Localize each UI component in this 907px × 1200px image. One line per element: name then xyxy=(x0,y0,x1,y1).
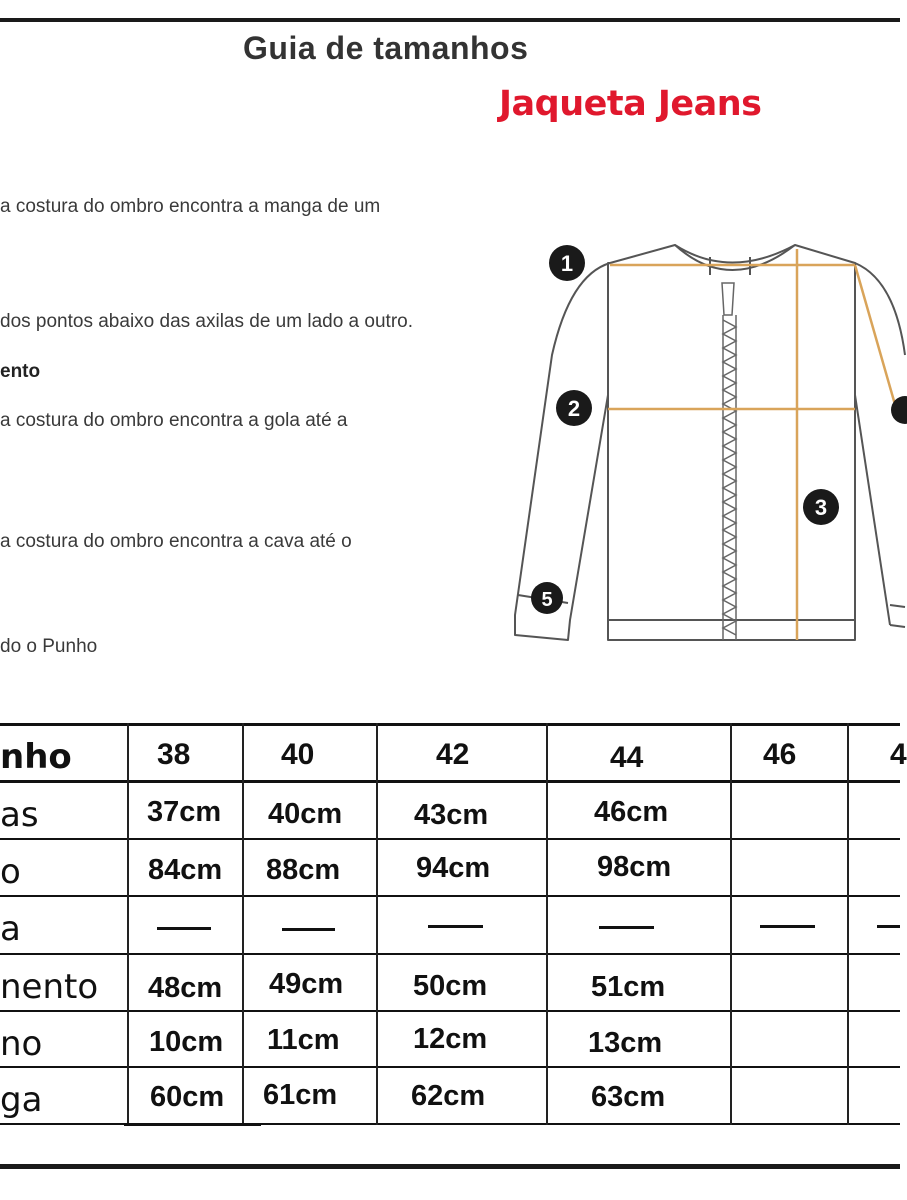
size-header-38: 38 xyxy=(157,738,191,771)
marker-1 xyxy=(549,245,585,281)
instruction-5: do o Punho xyxy=(0,636,98,657)
jacket-diagram xyxy=(510,235,900,655)
empty-value-dash xyxy=(599,926,654,929)
sleeve-line xyxy=(855,265,898,415)
instruction-2: dos pontos abaixo das axilas de um lado a outro. xyxy=(0,311,413,332)
table-cell: 37cm xyxy=(147,796,222,828)
size-header-46: 46 xyxy=(763,738,797,771)
table-cell: 13cm xyxy=(588,1027,663,1059)
table-cell: 43cm xyxy=(414,799,489,831)
row-label: a xyxy=(0,909,21,949)
table-cell: 98cm xyxy=(597,851,672,883)
table-cell: 62cm xyxy=(411,1080,486,1112)
size-header-partial: 4 xyxy=(890,738,907,771)
size-header-42: 42 xyxy=(436,738,470,771)
table-cell: 48cm xyxy=(148,972,223,1004)
empty-value-dash xyxy=(282,928,335,931)
table-header-label: nho xyxy=(0,737,72,777)
table-cell: 88cm xyxy=(266,854,341,886)
table-cell: 50cm xyxy=(413,970,488,1002)
row-label: as xyxy=(0,795,39,835)
table-cell: 63cm xyxy=(591,1081,666,1113)
empty-value-dash xyxy=(428,925,483,928)
row-label: o xyxy=(0,852,21,892)
bottom-rule xyxy=(0,1164,900,1169)
top-rule xyxy=(0,18,900,22)
row-label: no xyxy=(0,1024,43,1064)
table-cell: 11cm xyxy=(267,1024,340,1056)
jacket-outline xyxy=(608,245,855,620)
table-cell: 51cm xyxy=(591,971,666,1003)
instruction-1: a costura do ombro encontra a manga de um xyxy=(0,196,381,217)
table-cell: 12cm xyxy=(413,1023,488,1055)
page-title: Guia de tamanhos xyxy=(243,30,529,66)
svg-text:5: 5 xyxy=(541,589,553,611)
table-cell: 60cm xyxy=(150,1081,225,1113)
marker-2 xyxy=(556,390,592,426)
empty-value-dash xyxy=(877,925,900,928)
svg-text:3: 3 xyxy=(814,495,828,520)
table-cell: 49cm xyxy=(269,968,344,1000)
svg-text:1: 1 xyxy=(560,251,574,276)
instruction-3: a costura do ombro encontra a gola até a xyxy=(0,410,348,431)
product-name: Jaqueta Jeans xyxy=(499,84,762,124)
marker-5 xyxy=(531,582,563,614)
size-header-44: 44 xyxy=(610,741,644,774)
row-label: nento xyxy=(0,967,99,1007)
table-cell: 84cm xyxy=(148,854,223,886)
table-cell: 10cm xyxy=(149,1026,224,1058)
instruction-4: a costura do ombro encontra a cava até o xyxy=(0,531,352,552)
table-cell: 94cm xyxy=(416,852,491,884)
table-cell: 61cm xyxy=(263,1079,338,1111)
svg-text:2: 2 xyxy=(567,396,581,421)
marker-3 xyxy=(803,489,839,525)
right-sleeve xyxy=(855,263,905,355)
left-sleeve xyxy=(515,263,610,640)
table-cell: 46cm xyxy=(594,796,669,828)
size-header-40: 40 xyxy=(281,738,315,771)
instruction-heading: ento xyxy=(0,361,41,382)
table-cell: 40cm xyxy=(268,798,343,830)
empty-value-dash xyxy=(157,927,211,930)
row-label: ga xyxy=(0,1080,43,1120)
empty-value-dash xyxy=(760,925,815,928)
